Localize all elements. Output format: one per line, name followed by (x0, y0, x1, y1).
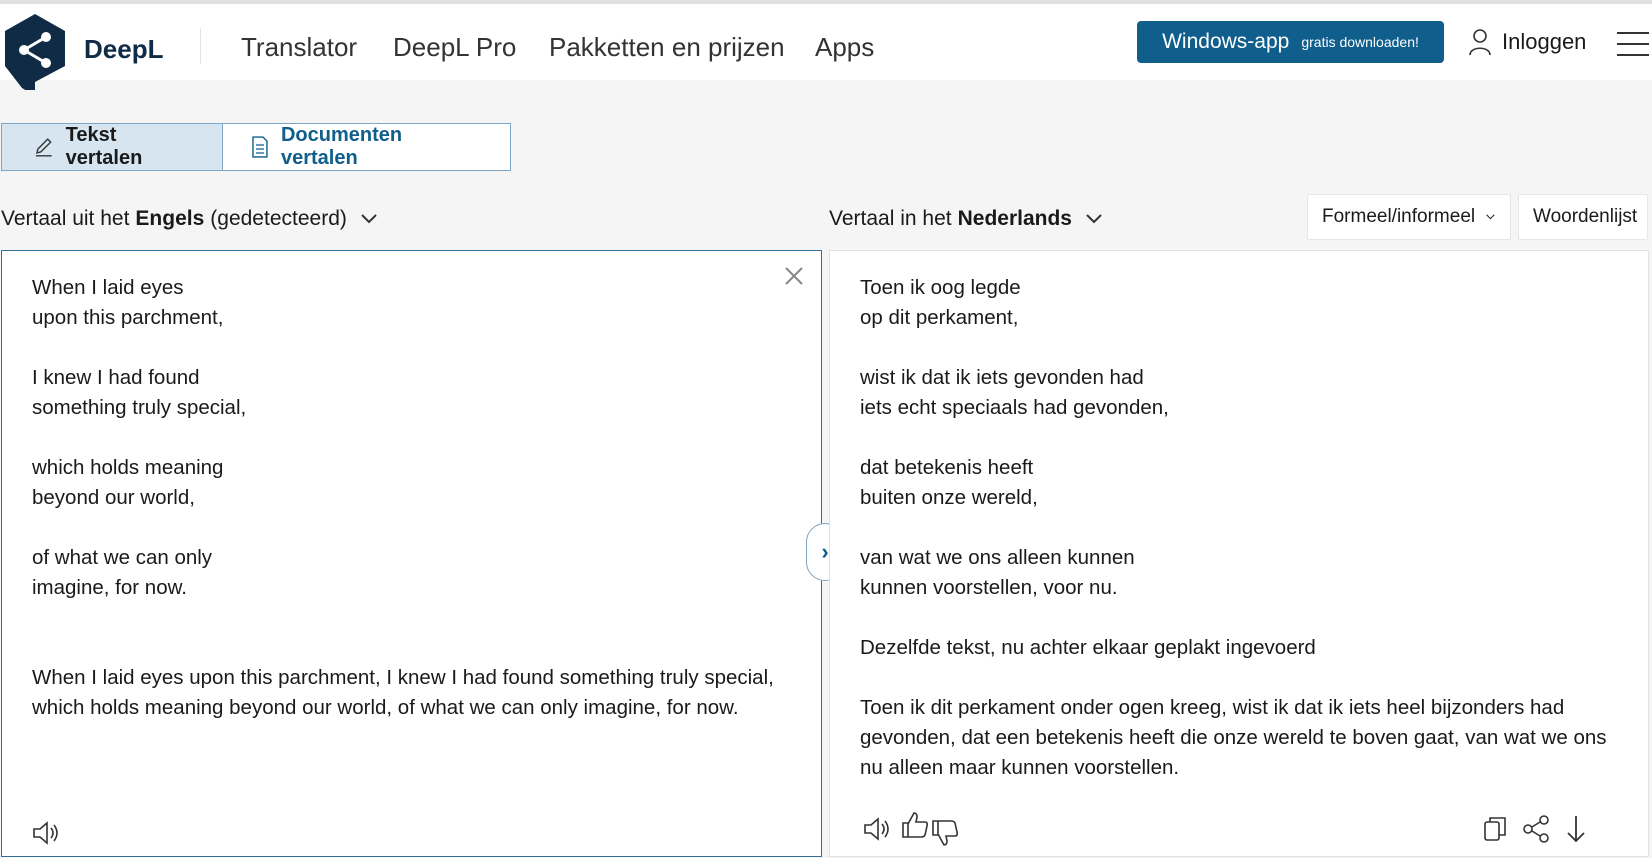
source-textarea[interactable]: When I laid eyes upon this parchment, I knew I had found something truly special, which holds meaning beyond our world, of what we can only imagine, for now. When I laid eyes upon this parchment, I knew I had found something truly special, which holds meaning beyond our world, of what we can only imagine, for now. (32, 276, 774, 719)
chevron-down-icon (1084, 209, 1104, 229)
copy-icon[interactable] (1480, 813, 1512, 845)
source-language-select[interactable] (1, 207, 379, 231)
pen-icon (34, 137, 54, 157)
share-icon[interactable] (1520, 813, 1552, 845)
deepl-logo-icon[interactable] (0, 10, 70, 90)
speaker-icon[interactable] (861, 813, 893, 845)
login-label: Inloggen (1502, 29, 1587, 54)
brand-name[interactable]: DeepL (84, 34, 164, 64)
chevron-down-icon (1485, 207, 1496, 227)
target-text-panel (829, 250, 1649, 857)
header-divider (200, 28, 201, 64)
source-language: Engels (135, 207, 205, 230)
windows-app-button[interactable] (1137, 21, 1444, 63)
thumbs-up-icon[interactable] (899, 809, 931, 841)
nav-deepl-pro[interactable]: DeepL Pro (393, 32, 517, 62)
formality-dropdown[interactable] (1307, 194, 1511, 240)
glossary-button[interactable] (1518, 194, 1648, 240)
target-text: Toen ik oog legde op dit perkament, wist ik dat ik iets gevonden had iets echt speciaals had gevonden, dat betekenis heeft buiten onze wereld, van wat we ons alleen kunnen kunnen voorstellen, voor nu. Dezelfde tekst, nu achter elkaar geplakt ingevoerd Toen ik dit perkament onder ogen kreeg, wist ik dat ik iets heel bijzonders had gevonden, dat een betekenis heeft die onze wereld te boven gaat, van wat we ons nu alleen maar kunnen voorstellen. (860, 276, 1607, 779)
nav-apps[interactable]: Apps (815, 32, 875, 62)
user-icon (1468, 28, 1492, 56)
glossary-label: Woordenlijst (1533, 206, 1638, 227)
target-language-prefix: Vertaal in het (829, 207, 952, 230)
tab-document-label: Documenten vertalen (280, 124, 403, 169)
document-icon (251, 136, 269, 158)
source-text-panel[interactable] (1, 250, 822, 857)
thumbs-down-icon[interactable] (929, 817, 961, 849)
menu-icon[interactable] (1617, 32, 1649, 58)
chevron-right-icon: › (821, 539, 829, 564)
nav-translator[interactable]: Translator (241, 32, 358, 62)
login-button[interactable] (1468, 28, 1586, 56)
formality-label: Formeel/informeel (1322, 206, 1476, 227)
close-icon[interactable] (783, 265, 805, 287)
tab-document-translate[interactable] (223, 123, 511, 171)
target-language-select[interactable] (829, 207, 1104, 231)
chevron-down-icon (359, 209, 379, 229)
windows-app-sublabel: gratis downloaden! (1301, 34, 1419, 50)
header (0, 4, 1652, 80)
nav-pricing[interactable]: Pakketten en prijzen (549, 32, 785, 62)
speaker-icon[interactable] (30, 817, 62, 849)
download-arrow-icon[interactable] (1560, 813, 1592, 845)
source-language-detected: (gedetecteerd) (210, 207, 347, 230)
source-language-prefix: Vertaal uit het (1, 207, 130, 230)
tab-text-translate[interactable] (1, 123, 223, 171)
translation-mode-tabs (1, 123, 511, 171)
target-language: Nederlands (957, 207, 1072, 230)
tab-text-label: Tekst vertalen (65, 124, 143, 169)
windows-app-label: Windows-app (1162, 30, 1290, 53)
